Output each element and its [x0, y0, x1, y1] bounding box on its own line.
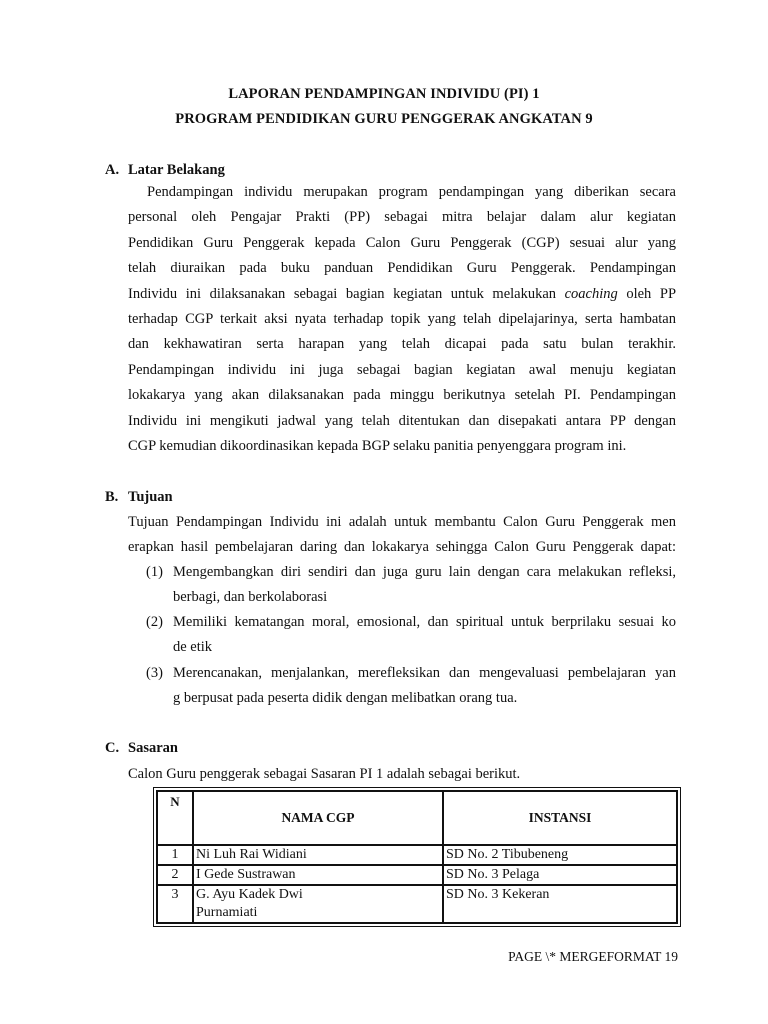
cgp-institution: SD No. 3 Pelaga — [443, 865, 677, 885]
section-a-title: Latar Belakang — [128, 162, 225, 178]
cgp-institution: SD No. 3 Kekeran — [443, 885, 677, 923]
italic-term: coaching — [564, 285, 618, 302]
objective-text: Merencanakan, menjalankan, merefleksikan dan mengevaluasi pembelajaran yan — [173, 665, 676, 681]
cgp-name-text: Purnamiati — [196, 905, 258, 920]
objective-text: berbagi, dan berkolaborasi — [173, 589, 328, 605]
cgp-name — [193, 845, 443, 865]
column-header-number: N — [157, 791, 193, 845]
paragraph-text: Individu ini dilaksanakan sebagai bagian kegiatan untuk melakukan — [128, 285, 557, 302]
table-row — [157, 845, 677, 865]
section-a-letter: A. — [105, 162, 120, 178]
row-number: 1 — [157, 845, 193, 865]
section-b-intro-line: erapkan hasil pembelajaran daring dan lokakarya sehingga Calon Guru Penggerak dapat: — [128, 539, 676, 555]
cgp-name-text: I Gede Sustrawan — [196, 867, 296, 882]
paragraph-line: lokakarya yang akan dilaksanakan pada minggu berikutnya setelah PI. Pendampingan — [128, 387, 676, 404]
cgp-table — [156, 790, 678, 924]
paragraph-line-with-italic — [128, 282, 676, 307]
paragraph-line: personal oleh Pengajar Prakti (PP) sebagai mitra belajar dalam alur kegiatan — [128, 209, 676, 226]
section-b-letter: B. — [105, 489, 119, 505]
section-c-intro: Calon Guru penggerak sebagai Sasaran PI 1 adalah sebagai berikut. — [128, 766, 521, 782]
cgp-institution: SD No. 2 Tibubeneng — [443, 845, 677, 865]
report-title: LAPORAN PENDAMPINGAN INDIVIDU (PI) 1 — [228, 86, 540, 102]
objective-text: de etik — [173, 639, 213, 655]
paragraph-line: Pendampingan individu ini juga sebagai bagian kegiatan awal menuju kegiatan — [128, 361, 676, 378]
report-subtitle: PROGRAM PENDIDIKAN GURU PENGGERAK ANGKATAN 9 — [175, 111, 593, 127]
table-header-row — [157, 791, 677, 845]
objective-number: (2) — [146, 614, 163, 630]
objective-number: (3) — [146, 665, 163, 681]
paragraph-text: oleh PP — [626, 285, 677, 302]
page-footer: PAGE \* MERGEFORMAT 19 — [508, 949, 678, 964]
section-c-heading — [105, 740, 178, 757]
paragraph-line: telah diuraikan pada buku panduan Pendidikan Guru Penggerak. Pendampingan — [128, 260, 676, 277]
section-b-intro-line: Tujuan Pendampingan Individu ini adalah untuk membantu Calon Guru Penggerak men — [128, 514, 676, 530]
paragraph-line: dan kekhawatiran serta harapan yang telah dicapai pada satu bulan terakhir. — [128, 336, 676, 353]
cgp-name-text: Ni Luh Rai Widiani — [196, 847, 307, 862]
table-row — [157, 865, 677, 885]
column-header-institution: INSTANSI — [443, 791, 677, 845]
section-c-letter: C. — [105, 740, 120, 756]
objective-number: (1) — [146, 564, 163, 580]
row-number: 2 — [157, 865, 193, 885]
table-row — [157, 885, 677, 923]
section-b-heading — [105, 489, 173, 506]
column-header-name: NAMA CGP — [193, 791, 443, 845]
section-c-title: Sasaran — [128, 740, 178, 756]
row-number: 3 — [157, 885, 193, 923]
paragraph-line: Pendampingan individu merupakan program pendampingan yang diberikan secara — [147, 184, 676, 200]
objective-text: g berpusat pada peserta didik dengan melibatkan orang tua. — [173, 690, 518, 706]
paragraph-line: terhadap CGP terkait aksi nyata terhadap topik yang telah dipelajarinya, serta hambatan — [128, 310, 676, 327]
objective-text: Mengembangkan diri sendiri dan juga guru lain dengan cara melakukan refleksi, — [173, 564, 676, 580]
paragraph-line: Pendidikan Guru Penggerak kepada Calon Guru Penggerak (CGP) sesuai alur yang — [128, 234, 676, 251]
section-b-title: Tujuan — [128, 489, 173, 505]
section-a-paragraph — [128, 180, 676, 459]
cgp-name-text: G. Ayu Kadek Dwi — [196, 887, 303, 902]
objective-text: Memiliki kematangan moral, emosional, dan spiritual untuk berprilaku sesuai ko — [173, 614, 676, 630]
paragraph-line: Individu ini mengikuti jadwal yang telah ditentukan dan disepakati antara PP dengan — [128, 412, 676, 429]
cgp-name — [193, 865, 443, 885]
cgp-name — [193, 885, 443, 923]
paragraph-line: CGP kemudian dikoordinasikan kepada BGP selaku panitia penyenggara program ini. — [128, 437, 627, 454]
section-a-heading — [105, 162, 225, 179]
